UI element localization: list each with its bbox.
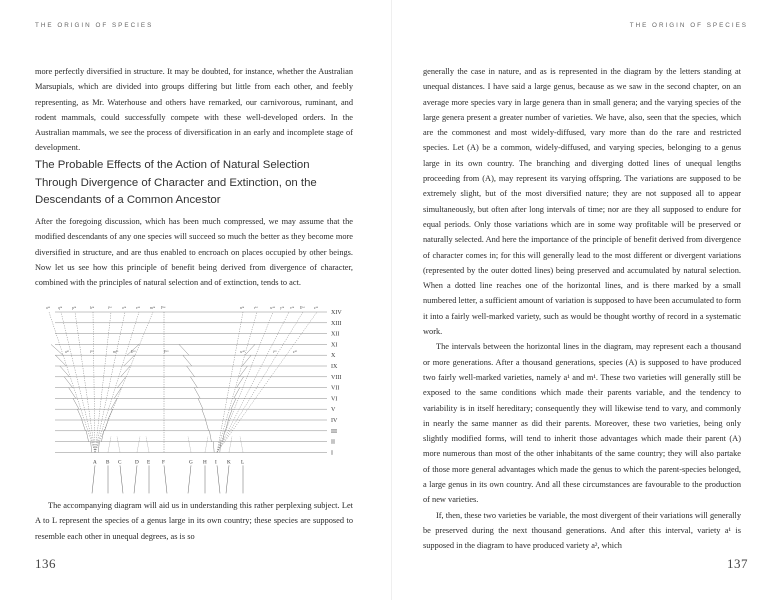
ancestral-line [217, 465, 220, 493]
right-paragraph-2: The intervals between the horizontal lines in the diagram, may represent each a thousand or more generations. After a thousand generations, species (A) is supposed to have produced two fairly well-marked varieties, namely a¹ and m¹. These two varieties will generally still be exposed to the same conditions which made their parents variable, and the tendency to variability is in itself hereditary; consequently they will likewise tend to vary, and commonly in nearly the same manner as did their parents. Moreover, these two varieties, being only slightly modified forms, will tend to inherit those advantages which made their parent (A) more numerous than most of the other inhabitants of the same country; they will also partake of those more general advantages which made the genus to which the parent-species belonged, a large genus in its own country. And all these circumstances are favourable to the production of new varieties. [423, 342, 741, 505]
branch-line [111, 398, 117, 409]
species-letter: E [147, 459, 151, 466]
branch-line [69, 388, 76, 399]
left-paragraph-3 [35, 498, 353, 544]
variety-label: w¹⁰ [240, 350, 246, 355]
variety-label: m¹⁰ [113, 350, 119, 355]
branch-line [206, 420, 209, 431]
divergence-diagram-svg [35, 298, 355, 496]
descendant-label: z¹⁴ [314, 306, 318, 310]
short-branch-line [240, 436, 243, 452]
roman-numeral-label: X [331, 353, 336, 360]
variety-label: z¹⁰ [293, 350, 298, 355]
variation-line [95, 312, 125, 452]
branch-line [198, 398, 203, 409]
branch-line [73, 398, 79, 409]
branch-line [121, 366, 131, 377]
branch-line [105, 420, 109, 431]
descendant-label: r¹⁴ [254, 306, 258, 310]
paragraph-text: After the foregoing discussion, which has been much compressed, we may assume that the modified descendants of any one species will succeed so much the better as they become more diversified in structure, and are thus enabled to encroach on places occupied by other beings. Now let us see how this principle of benefit being derived from divergence of character, combined with the principles of natural selection and of extinction, tends to act. [35, 217, 353, 288]
right-paragraph-1: generally the case in nature, and as is represented in the diagram by the letters standing at unequal distances. I have said a large genus, because as we saw in the second chapter, on an average more species vary in large genera than in small genera; and the varying species of the large genera present a greater number of varieties. We have, also, seen that the species, which are the commonest and most widely-diffused, vary more than do the rare and restricted species. Let (A) be a common, widely-diffused, and varying species, belonging to a genus large in its own country. The branching and diverging dotted lines of unequal lengths proceeding from (A), may represent its varying offspring. The variations are supposed to be extremely slight, but of the most diversified nature; they are not supposed all to appear simultaneously, but often after long intervals of time; nor are they all supposed to endure for equal periods. Only those variations which are in some way profitable will be preserved or naturally selected. And here the importance of the principle of benefit derived from divergence of character comes in; for this will generally lead to the most different or divergent variations (represented by the outer dotted lines) being preserved and accumulated by natural selection. When a dotted line reaches one of the horizontal lines, and is there marked by a small numbered letter, a sufficient amount of variation is supposed to have been accumulated to form it into a fairly well-marked variety, such as would be thought worthy of record in a systematic work. [423, 67, 741, 337]
roman-numeral-label: VIII [331, 374, 342, 381]
paragraph-text: The accompanying diagram will aid us in understanding this rather perplexing subject. Let A to L represent the species of a genus large in its own country; these species are supposed to resemble each other in unequal degrees, as is so [35, 501, 353, 541]
branch-line [91, 442, 92, 453]
branch-line [231, 398, 236, 409]
running-head-left: THE ORIGIN OF SPECIES [35, 22, 154, 29]
descendant-label: v¹⁴ [290, 306, 295, 310]
descendant-label: E¹⁴ [300, 306, 305, 310]
branch-line [86, 431, 88, 442]
right-paragraph-3: If, then, these two varieties be variable, the most divergent of their variations will generally be preserved during the next thousand generations. And after this interval, variety a¹ is supposed in the diagram to have produced variety a², which [423, 510, 741, 551]
branch-line [239, 366, 247, 377]
right-body-text [423, 64, 741, 554]
ancestral-line [164, 465, 167, 493]
descendant-label: o¹⁴ [122, 306, 127, 310]
branch-line [194, 388, 200, 399]
descendant-label: f¹⁴ [108, 306, 112, 310]
short-branch-line [146, 436, 149, 452]
right-page [392, 0, 784, 600]
branch-line [183, 355, 192, 366]
paragraph-text: more perfectly diversified in structure. It may be doubted, for instance, whether the Australian Marsupials, which are divided into groups differing but little from each other, and feebly representing, as Mr. Waterhouse and others have remarked, our carnivorous, ruminant, and rodent mammals, could successfully compete with these well-developed orders. In the Australian mammals, we see the process of diversification in an early and incomplete stage of development. [35, 67, 353, 153]
descendant-label: p¹⁴ [72, 306, 77, 310]
roman-numeral-label: VII [331, 385, 340, 392]
roman-numeral-label: III [331, 428, 337, 435]
variation-line [95, 312, 139, 452]
descendant-label: n¹⁴ [240, 306, 245, 310]
variety-label: f¹⁰ [90, 350, 94, 355]
divergence-diagram [35, 298, 355, 496]
left-paragraph-1 [35, 64, 353, 156]
descendant-label: w¹⁴ [270, 306, 275, 310]
running-head-right: THE ORIGIN OF SPECIES [629, 22, 748, 29]
variation-line [217, 312, 273, 452]
roman-numeral-label: IX [331, 364, 338, 370]
descendant-label: q¹⁴ [58, 306, 63, 310]
ancestral-line [134, 465, 137, 493]
ancestral-line [92, 465, 95, 493]
descendant-label: y¹⁴ [280, 306, 285, 310]
species-letter: L [241, 459, 245, 466]
short-branch-line [108, 436, 111, 452]
branch-line [237, 377, 244, 388]
species-letter: I [215, 459, 217, 466]
descendant-label: m¹⁴ [150, 306, 156, 310]
branch-line [187, 366, 195, 377]
roman-numeral-label: V [331, 407, 336, 414]
roman-numeral-label: I [331, 450, 333, 457]
species-letter: G [189, 459, 193, 466]
roman-numeral-label: XI [331, 342, 338, 349]
variation-line [95, 312, 111, 452]
descendant-label: a¹⁴ [46, 306, 50, 310]
descendant-label: F¹⁴ [161, 306, 166, 310]
species-letter: B [106, 459, 110, 466]
roman-numeral-label: XII [331, 331, 340, 338]
section-heading: The Probable Effects of the Action of Natural Selection Through Divergence of Character and Extinction, on the Descendants of a Common Ancestor [35, 159, 317, 206]
descendant-label: b¹⁴ [90, 306, 95, 310]
roman-numeral-label: VI [331, 396, 338, 403]
variation-line [93, 312, 95, 452]
branch-line [245, 344, 255, 355]
branch-line [117, 377, 125, 388]
branch-line [209, 431, 211, 442]
variety-label: a¹⁰ [65, 350, 70, 355]
variation-line [217, 312, 303, 452]
variety-label: F¹⁰ [164, 350, 169, 355]
ancestral-line [120, 465, 123, 493]
species-letter: H [203, 459, 207, 466]
descendant-label: e¹⁴ [136, 306, 140, 310]
roman-numeral-label: XIII [331, 320, 342, 327]
variety-label: i¹⁰ [273, 350, 277, 355]
branch-line [179, 344, 189, 355]
branch-line [242, 355, 251, 366]
branch-line [55, 355, 66, 366]
species-letter: D [135, 459, 139, 466]
variation-line [217, 312, 289, 452]
branch-line [234, 388, 240, 399]
roman-numeral-label: XIV [331, 310, 342, 316]
species-letter: C [118, 459, 122, 466]
branch-line [60, 366, 70, 377]
branch-line [202, 409, 206, 420]
short-branch-line [137, 436, 140, 452]
variation-line [217, 312, 257, 452]
page-number-right: 137 [727, 556, 748, 571]
branch-line [82, 420, 86, 431]
page-number-left: 136 [35, 556, 56, 571]
branch-line [223, 431, 225, 442]
roman-numeral-label: IV [331, 418, 338, 424]
variation-line [49, 312, 95, 452]
branch-line [64, 377, 72, 388]
branch-line [220, 442, 221, 453]
variety-label: E¹⁰ [131, 350, 136, 355]
ancestral-line [226, 465, 229, 493]
roman-numeral-label: II [331, 439, 335, 446]
short-branch-line [205, 436, 208, 452]
variation-line [217, 312, 317, 452]
species-letter: K [227, 459, 231, 466]
ancestral-line [188, 465, 191, 493]
branch-line [190, 377, 197, 388]
short-branch-line [117, 436, 120, 452]
short-branch-line [188, 436, 191, 452]
species-letter: F [162, 459, 165, 466]
left-paragraph-2 [35, 214, 353, 290]
branch-line [213, 442, 214, 453]
species-letter: A [93, 459, 97, 466]
branch-line [108, 409, 113, 420]
short-branch-line [229, 436, 232, 452]
